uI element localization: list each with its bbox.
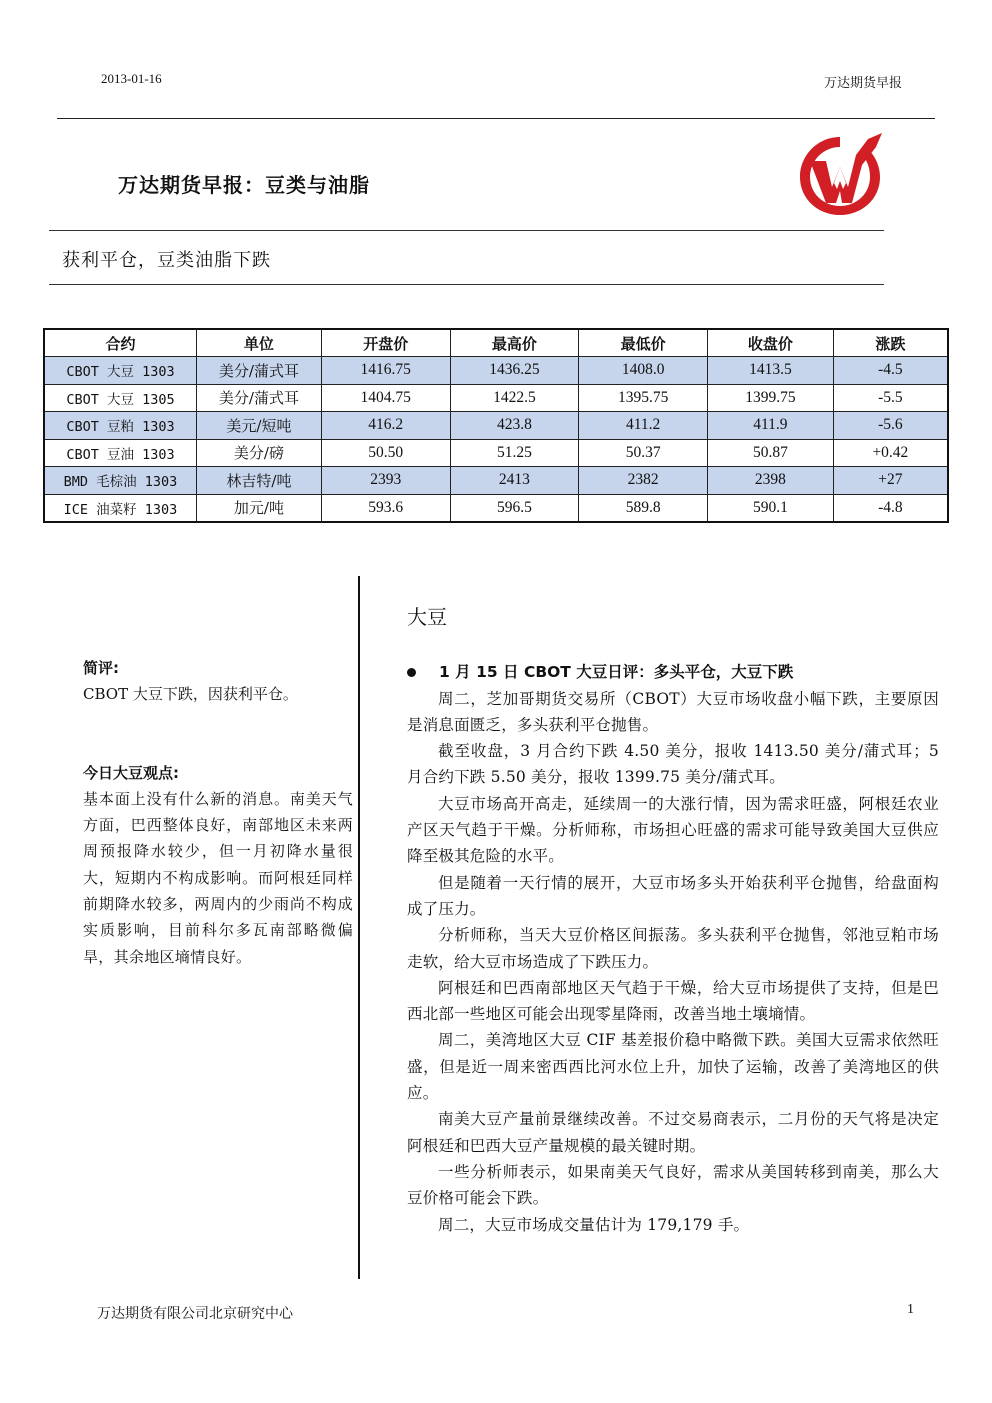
- wanda-futures-logo-icon: [796, 131, 884, 217]
- cell-high: 1436.25: [450, 357, 579, 385]
- cell-close: 50.87: [707, 439, 833, 467]
- article-paragraph: 但是随着一天行情的展开，大豆市场多头开始获利平仓抛售，给盘面构成了压力。: [407, 873, 939, 918]
- section-title: 大豆: [407, 605, 447, 629]
- header-divider: [57, 118, 935, 119]
- article-paragraph: 截至收盘，3 月合约下跌 4.50 美分，报收 1413.50 美分/蒲式耳；5 月合约下跌 5.50 美分，报收 1399.75 美分/蒲式耳。: [407, 742, 939, 787]
- col-header-close: 收盘价: [707, 329, 833, 357]
- cell-change: -5.6: [833, 412, 948, 440]
- cell-change: -5.5: [833, 384, 948, 412]
- article-paragraph: 周二，美湾地区大豆 CIF 基差报价稳中略微下跌。美国大豆需求依然旺盛，但是近一周来密西西比河水位上升，加快了运输，改善了美湾地区的供应。: [407, 1031, 939, 1103]
- cell-open: 1416.75: [321, 357, 450, 385]
- col-header-high: 最高价: [450, 329, 579, 357]
- cell-change: +0.42: [833, 439, 948, 467]
- cell-open: 593.6: [321, 494, 450, 522]
- main-article: [407, 604, 939, 1238]
- cell-contract: CBOT 豆粕 1303: [44, 412, 196, 440]
- cell-unit: 加元/吨: [196, 494, 321, 522]
- cell-high: 1422.5: [450, 384, 579, 412]
- cell-change: -4.8: [833, 494, 948, 522]
- page-number: 1: [907, 1302, 914, 1317]
- table-row: [44, 439, 948, 467]
- footer-company: 万达期货有限公司北京研究中心: [97, 1306, 293, 1322]
- table-row: [44, 384, 948, 412]
- price-table: [43, 328, 949, 523]
- comment-text: CBOT 大豆下跌，因获利平仓。: [83, 685, 298, 704]
- cell-close: 590.1: [707, 494, 833, 522]
- report-subtitle: 获利平仓，豆类油脂下跌: [62, 250, 271, 271]
- article-paragraph: 南美大豆产量前景继续改善。不过交易商表示，二月份的天气将是决定阿根廷和巴西大豆产量规模的最关键时期。: [407, 1110, 939, 1155]
- table-header-row: [44, 329, 948, 357]
- page-title: 万达期货早报：豆类与油脂: [118, 173, 370, 197]
- article-headline: [407, 659, 939, 685]
- cell-change: -4.5: [833, 357, 948, 385]
- cell-high: 2413: [450, 467, 579, 495]
- table-row: [44, 357, 948, 385]
- cell-contract: ICE 油菜籽 1303: [44, 494, 196, 522]
- left-sidebar: [83, 655, 353, 996]
- cell-open: 416.2: [321, 412, 450, 440]
- table-row: [44, 494, 948, 522]
- cell-unit: 美分/蒲式耳: [196, 357, 321, 385]
- cell-open: 1404.75: [321, 384, 450, 412]
- col-header-unit: 单位: [196, 329, 321, 357]
- view-heading: 今日大豆观点:: [83, 763, 179, 782]
- col-header-contract: 合约: [44, 329, 196, 357]
- col-header-change: 涨跌: [833, 329, 948, 357]
- article-paragraph: 大豆市场高开高走，延续周一的大涨行情，因为需求旺盛，阿根廷农业产区天气趋于干燥。分析师称，市场担心旺盛的需求可能导致美国大豆供应降至极其危险的水平。: [407, 794, 939, 866]
- cell-contract: CBOT 豆油 1303: [44, 439, 196, 467]
- article-headline-text: 1 月 15 日 CBOT 大豆日评：多头平仓，大豆下跌: [439, 663, 794, 682]
- cell-high: 51.25: [450, 439, 579, 467]
- title-divider: [49, 230, 884, 231]
- cell-close: 1399.75: [707, 384, 833, 412]
- cell-unit: 美元/短吨: [196, 412, 321, 440]
- cell-low: 2382: [579, 467, 708, 495]
- bullet-icon: [407, 668, 416, 677]
- table-row: [44, 467, 948, 495]
- subtitle-divider: [49, 284, 884, 285]
- view-text: 基本面上没有什么新的消息。南美天气方面，巴西整体良好，南部地区未来两周预报降水较少，但一月初降水量很大，短期内不构成影响。而阿根廷同样前期降水较多，两周内的少雨尚不构成实质影响，目前科尔多瓦南部略微偏旱，其余地区墒情良好。: [83, 789, 353, 966]
- cell-unit: 美分/蒲式耳: [196, 384, 321, 412]
- cell-close: 2398: [707, 467, 833, 495]
- header-date: 2013-01-16: [101, 71, 162, 86]
- cell-low: 50.37: [579, 439, 708, 467]
- cell-contract: CBOT 大豆 1303: [44, 357, 196, 385]
- cell-high: 596.5: [450, 494, 579, 522]
- cell-open: 50.50: [321, 439, 450, 467]
- comment-heading: 简评:: [83, 659, 119, 677]
- article-paragraph: 分析师称，当天大豆价格区间振荡。多头获利平仓抛售，邻池豆粕市场走软，给大豆市场造成了下跌压力。: [407, 926, 939, 971]
- cell-low: 1408.0: [579, 357, 708, 385]
- cell-unit: 美分/磅: [196, 439, 321, 467]
- cell-contract: BMD 毛棕油 1303: [44, 467, 196, 495]
- cell-change: +27: [833, 467, 948, 495]
- cell-low: 1395.75: [579, 384, 708, 412]
- cell-low: 411.2: [579, 412, 708, 440]
- col-header-low: 最低价: [579, 329, 708, 357]
- cell-open: 2393: [321, 467, 450, 495]
- article-paragraph: 阿根廷和巴西南部地区天气趋于干燥，给大豆市场提供了支持，但是巴西北部一些地区可能会出现零星降雨，改善当地土壤墒情。: [407, 978, 939, 1024]
- cell-high: 423.8: [450, 412, 579, 440]
- cell-contract: CBOT 大豆 1305: [44, 384, 196, 412]
- col-header-open: 开盘价: [321, 329, 450, 357]
- article-body: [407, 686, 939, 1238]
- header-report-name: 万达期货早报: [823, 76, 902, 91]
- cell-close: 411.9: [707, 412, 833, 440]
- article-paragraph: 一些分析师表示，如果南美天气良好，需求从美国转移到南美，那么大豆价格可能会下跌。: [407, 1162, 939, 1208]
- table-row: [44, 412, 948, 440]
- column-divider: [358, 576, 360, 1279]
- cell-unit: 林吉特/吨: [196, 467, 321, 495]
- cell-low: 589.8: [579, 494, 708, 522]
- cell-close: 1413.5: [707, 357, 833, 385]
- article-paragraph: 周二，大豆市场成交量估计为 179,179 手。: [438, 1215, 750, 1234]
- article-paragraph: 周二，芝加哥期货交易所（CBOT）大豆市场收盘小幅下跌，主要原因是消息面匮乏，多头获利平仓抛售。: [407, 689, 939, 734]
